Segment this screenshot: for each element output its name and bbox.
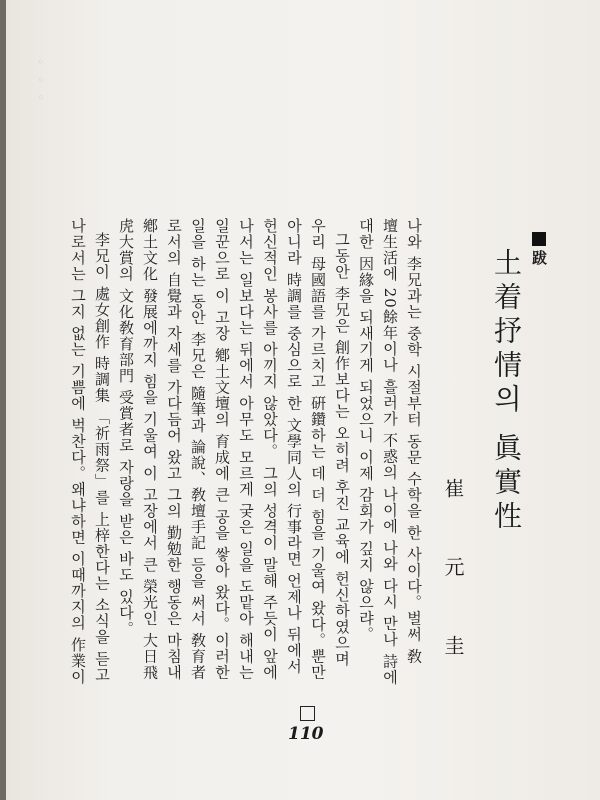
section-marker-icon — [532, 232, 546, 246]
body-column-6: 아니라 時調를 중심으로 한 文學同人의 行事라면 언제나 뒤에서 — [285, 218, 303, 675]
section-label-text: 跋 — [530, 250, 548, 265]
page-number: 110 — [288, 724, 324, 744]
body-column-9: 일꾼으로 이 고장 鄕土文壇의 育成에 큰 공을 쌓아 왔다。이러한 — [213, 218, 231, 681]
body-column-3: 대한 因緣을 되새기게 되었으니 이제 감회가 깊지 않으랴。 — [357, 218, 375, 643]
body-column-12: 鄕土文化 發展에까지 힘을 기울여 이 고장에서 큰 榮光인 大日飛 — [141, 218, 159, 681]
body-column-7: 헌신적인 봉사를 아끼지 않았다。 그의 성격이 말해 주듯이 앞에 — [261, 218, 279, 681]
essay-title: 土着抒情의 眞實性 — [490, 248, 523, 535]
bleed-through-text: ◦ ◦ ◦ — [34, 55, 48, 105]
page-number-marker — [300, 706, 315, 721]
body-column-13: 虎大賞의 文化敎育部門 受賞者로 자랑을 받은 바도 있다。 — [117, 218, 135, 637]
body-column-15: 나로서는 그지 없는 기쁨에 벅찬다。왜냐하면 이때까지의 作業이 — [69, 218, 87, 685]
author-name: 崔 元 圭 — [441, 478, 465, 681]
body-column-10: 일을 하는 동안 李兄은 隨筆과 論說、敎壇手記 등을 써서 敎育者 — [189, 218, 207, 681]
book-page — [6, 0, 600, 800]
body-column-14: 李兄이 處女創作 時調集 「祈雨祭」를 上梓한다는 소식을 듣고 — [93, 232, 111, 683]
body-column-2: 壇生活에 20餘年이나 흘러가 不惑의 나이에 나와 다시 만나 詩에 — [381, 218, 399, 686]
section-label — [529, 232, 550, 265]
body-column-4: 그동안 李兄은 創作보다는 오히려 후진 교육에 헌신하였으며 — [333, 232, 351, 667]
body-column-11: 로서의 自覺과 자세를 가다듬어 왔고 그의 勤勉한 행동은 마침내 — [165, 218, 183, 681]
body-column-1: 나와 李兄과는 중학 시절부터 동문 수학을 한 사이다。벌써 敎 — [405, 218, 423, 665]
body-column-8: 나서는 일보다는 뒤에서 아무도 모르게 궂은 일을 도맡아 해내는 — [237, 218, 255, 681]
body-column-5: 우리 母國語를 가르치고 硏鑽하는 데 더 힘을 기울여 왔다。뿐만 — [309, 218, 327, 681]
